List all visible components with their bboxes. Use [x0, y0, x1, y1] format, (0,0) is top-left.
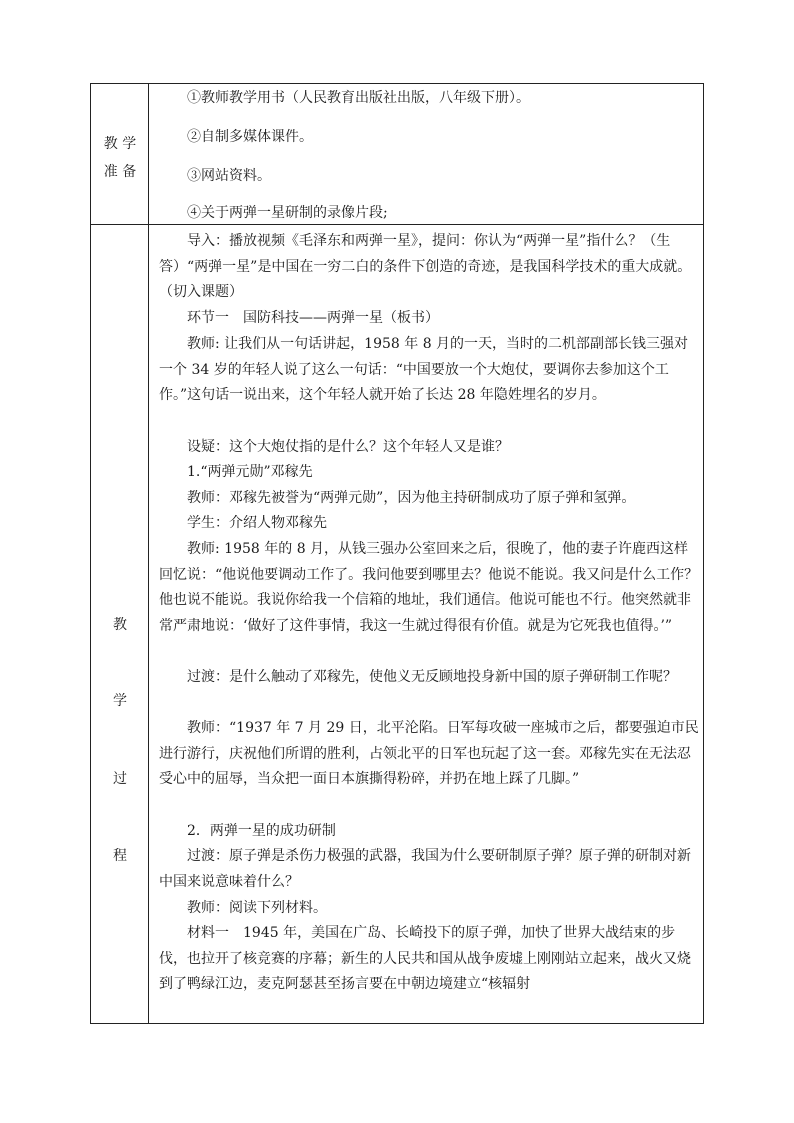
preparation-item: ④关于两弹一星研制的录像片段;	[187, 205, 388, 221]
teacher-paragraph: 教师：邓稼先被誉为“两弹元勋”，因为他主持研制成功了原子弹和氢弹。	[187, 490, 636, 506]
process-content-cell	[149, 224, 703, 1024]
teacher-paragraph: 教师：阅读下列材料。	[187, 900, 327, 916]
teacher-paragraph: 教师: 让我们从一句话讲起，1958 年 8 月的一天，当时的二机部副部长钱三强对一个 34 岁的年轻人说了这么一句话：“中国要放一个大炮仗，要调你去参加这个工作。”这句话一说出来，这个年轻人就开始了长达 28 年隐姓埋名的岁月。	[159, 336, 689, 404]
section-heading: 环节一 国防科技——两弹一星（板书）	[187, 310, 439, 326]
preparation-row	[91, 84, 703, 225]
transition-paragraph: 过渡：是什么触动了邓稼先，使他义无反顾地投身新中国的原子弹研制工作呢？	[187, 669, 677, 685]
preparation-label-cell	[91, 84, 149, 224]
transition-paragraph: 过渡：原子弹是杀伤力极强的武器，我国为什么要研制原子弹？原子弹的研制对新中国来说意味着什么？	[159, 848, 691, 890]
preparation-item: ②自制多媒体课件。	[187, 129, 313, 145]
student-paragraph: 学生：介绍人物邓稼先	[187, 515, 327, 531]
process-label-char: 程	[113, 848, 127, 864]
intro-paragraph: 导入：播放视频《毛泽东和两弹一星》，提问：你认为“两弹一星”指什么？（生答）“两弹一星”是中国在一穷二白的条件下创造的奇迹，是我国科学技术的重大成就。（切入课题）	[159, 233, 692, 301]
teacher-paragraph: 教师：“1937 年 7 月 29 日，北平沦陷。日军每攻破一座城市之后，都要强迫市民进行游行，庆祝他们所谓的胜利，占领北平的日军也玩起了这一套。邓稼先实在无法忍受心中的屈辱，当众把一面日本旗撕得粉碎，并扔在地上踩了几脚。”	[159, 720, 699, 788]
teacher-paragraph: 教师: 1958 年的 8 月，从钱三强办公室回来之后，很晚了，他的妻子许鹿西这样回忆说：“他说他要调动工作了。我问他要到哪里去？他说不能说。我又问是什么工作？他也说不能说。我说你给我一个信箱的地址，我们通信。他说可能也不行。他突然就非常严肃地说：‘做好了这件事情，我这一生就过得很有价值。就是为它死我也值得。’”	[159, 541, 699, 634]
question-paragraph: 设疑：这个大炮仗指的是什么？这个年轻人又是谁？	[187, 439, 509, 455]
process-label-char: 学	[113, 693, 127, 709]
subheading-deng-jiaxian: 1.“两弹元勋”邓稼先	[187, 464, 313, 480]
preparation-label-line-2: 准 备	[103, 164, 137, 180]
preparation-item: ③网站资料。	[187, 168, 271, 184]
preparation-label-line-1: 教 学	[103, 136, 137, 152]
process-label-char: 过	[113, 771, 127, 787]
process-label-cell	[91, 224, 149, 1024]
lesson-plan-table	[90, 83, 704, 1024]
preparation-content-cell	[149, 84, 703, 224]
process-row	[91, 224, 703, 1024]
subheading-development: 2．两弹一星的成功研制	[187, 823, 336, 839]
material-paragraph: 材料一 1945 年，美国在广岛、长崎投下的原子弹，加快了世界大战结束的步伐，也拉开了核竞赛的序幕；新生的人民共和国从战争废墟上刚刚站立起来，战火又烧到了鸭绿江边，麦克阿瑟甚至扬言要在中朝边境建立“核辐射	[159, 925, 691, 993]
process-label-char: 教	[113, 617, 127, 633]
preparation-item: ①教师教学用书（人民教育出版社出版，八年级下册）。	[187, 90, 530, 106]
